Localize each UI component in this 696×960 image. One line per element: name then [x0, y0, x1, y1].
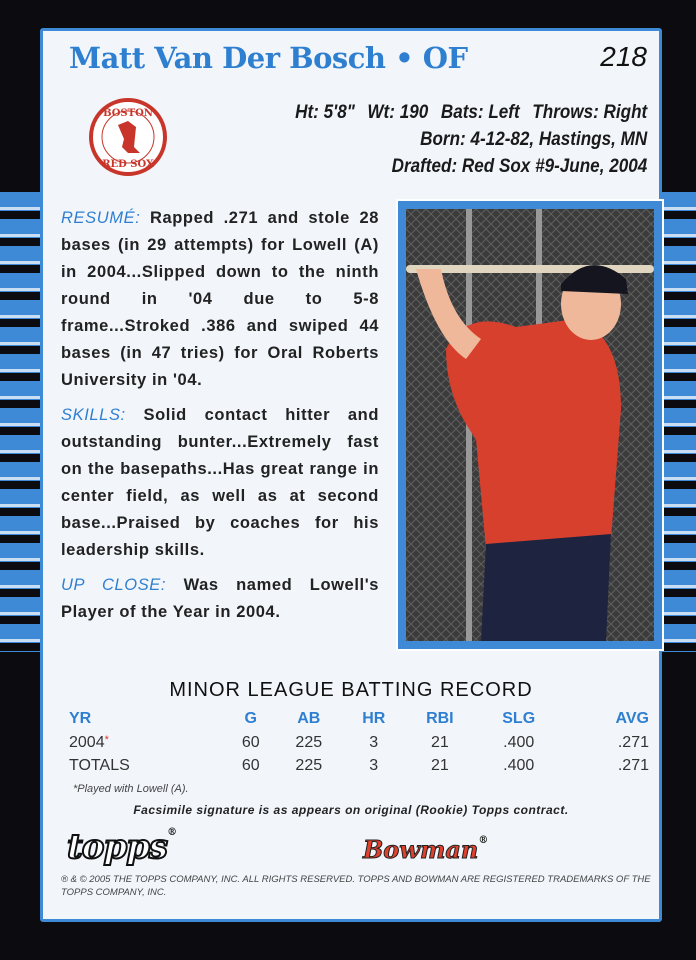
- header-ab: AB: [297, 710, 321, 727]
- bio-block: [282, 99, 647, 180]
- table-row: [69, 754, 649, 777]
- svg-text:BOSTON: BOSTON: [103, 108, 153, 119]
- year-cell: [69, 731, 228, 754]
- cell: 3: [369, 756, 379, 774]
- resume-label: RESUMÉ:: [61, 209, 141, 227]
- born: Born: 4-12-82, Hastings, MN: [419, 129, 647, 150]
- cell: .271: [617, 756, 649, 774]
- cell: .400: [503, 733, 535, 751]
- upclose-label: UP CLOSE:: [61, 576, 167, 594]
- header-yr: YR: [69, 710, 92, 727]
- cell: 225: [295, 733, 323, 751]
- copyright: ® & © 2005 THE TOPPS COMPANY, INC. ALL RIGHTS RESERVED. TOPPS AND BOWMAN ARE REGISTERED TRADEMARKS OF THE TOPPS COMPANY, INC.: [61, 874, 651, 898]
- player-name: Matt Van Der Bosch • OF: [69, 41, 468, 75]
- cell: .400: [503, 756, 535, 774]
- skills-label: SKILLS:: [61, 406, 126, 424]
- footnote: *Played with Lowell (A).: [73, 783, 189, 795]
- cell: TOTALS: [69, 756, 130, 774]
- topps-logo-text: topps: [67, 827, 168, 867]
- registered-mark: ®: [167, 827, 177, 838]
- cell: 3: [369, 733, 379, 751]
- card-number: 218: [600, 41, 647, 72]
- weight: Wt: 190: [367, 102, 429, 123]
- resume-text: Rapped .271 and stole 28 bases (in 29 attempts) for Lowell (A) in 2004...Slipped down to the ninth round in '04 due to 5-8 frame...Stroked .386 and swiped 44 bases (in 47 tries) for Oral Roberts University in '04.: [61, 209, 379, 389]
- bowman-logo: [363, 835, 488, 864]
- header-g: G: [244, 710, 257, 727]
- upclose-text: Was named Lowell's Player of the Year in 2004.: [61, 576, 380, 621]
- player-photo: [396, 199, 664, 651]
- year: 2004: [69, 733, 105, 751]
- svg-text:RED SOX: RED SOX: [102, 159, 154, 170]
- throws: Throws: Right: [532, 102, 647, 123]
- cell: 60: [241, 756, 260, 774]
- bats: Bats: Left: [440, 102, 520, 123]
- card-back: [40, 28, 662, 922]
- drafted: Drafted: Red Sox #9-June, 2004: [391, 156, 647, 177]
- cell: 21: [430, 733, 449, 751]
- red-sox-logo: [88, 97, 168, 182]
- facsimile-note: Facsimile signature is as appears on original (Rookie) Topps contract.: [133, 803, 569, 817]
- narrative: [61, 205, 379, 634]
- height: Ht: 5'8": [294, 102, 355, 123]
- record-title: MINOR LEAGUE BATTING RECORD: [169, 679, 533, 701]
- header-hr: HR: [362, 710, 386, 727]
- cell: 60: [241, 733, 260, 751]
- header-avg: AVG: [615, 710, 649, 727]
- asterisk: *: [104, 733, 109, 746]
- cell: .271: [617, 733, 649, 751]
- bowman-logo-text: Bowman: [363, 835, 479, 864]
- skills-text: Solid contact hitter and outstanding bunter...Extremely fast on the basepaths...Has great range in center field, as well as at second base...Praised by coaches for his leadership skills.: [61, 406, 379, 559]
- table-row: [69, 731, 649, 754]
- batting-record-table: [69, 707, 649, 777]
- topps-logo: [67, 827, 176, 867]
- cell: 225: [295, 756, 323, 774]
- registered-mark: ®: [478, 835, 489, 846]
- header-rbi: RBI: [426, 710, 454, 727]
- cell: 21: [430, 756, 449, 774]
- header-slg: SLG: [502, 710, 536, 727]
